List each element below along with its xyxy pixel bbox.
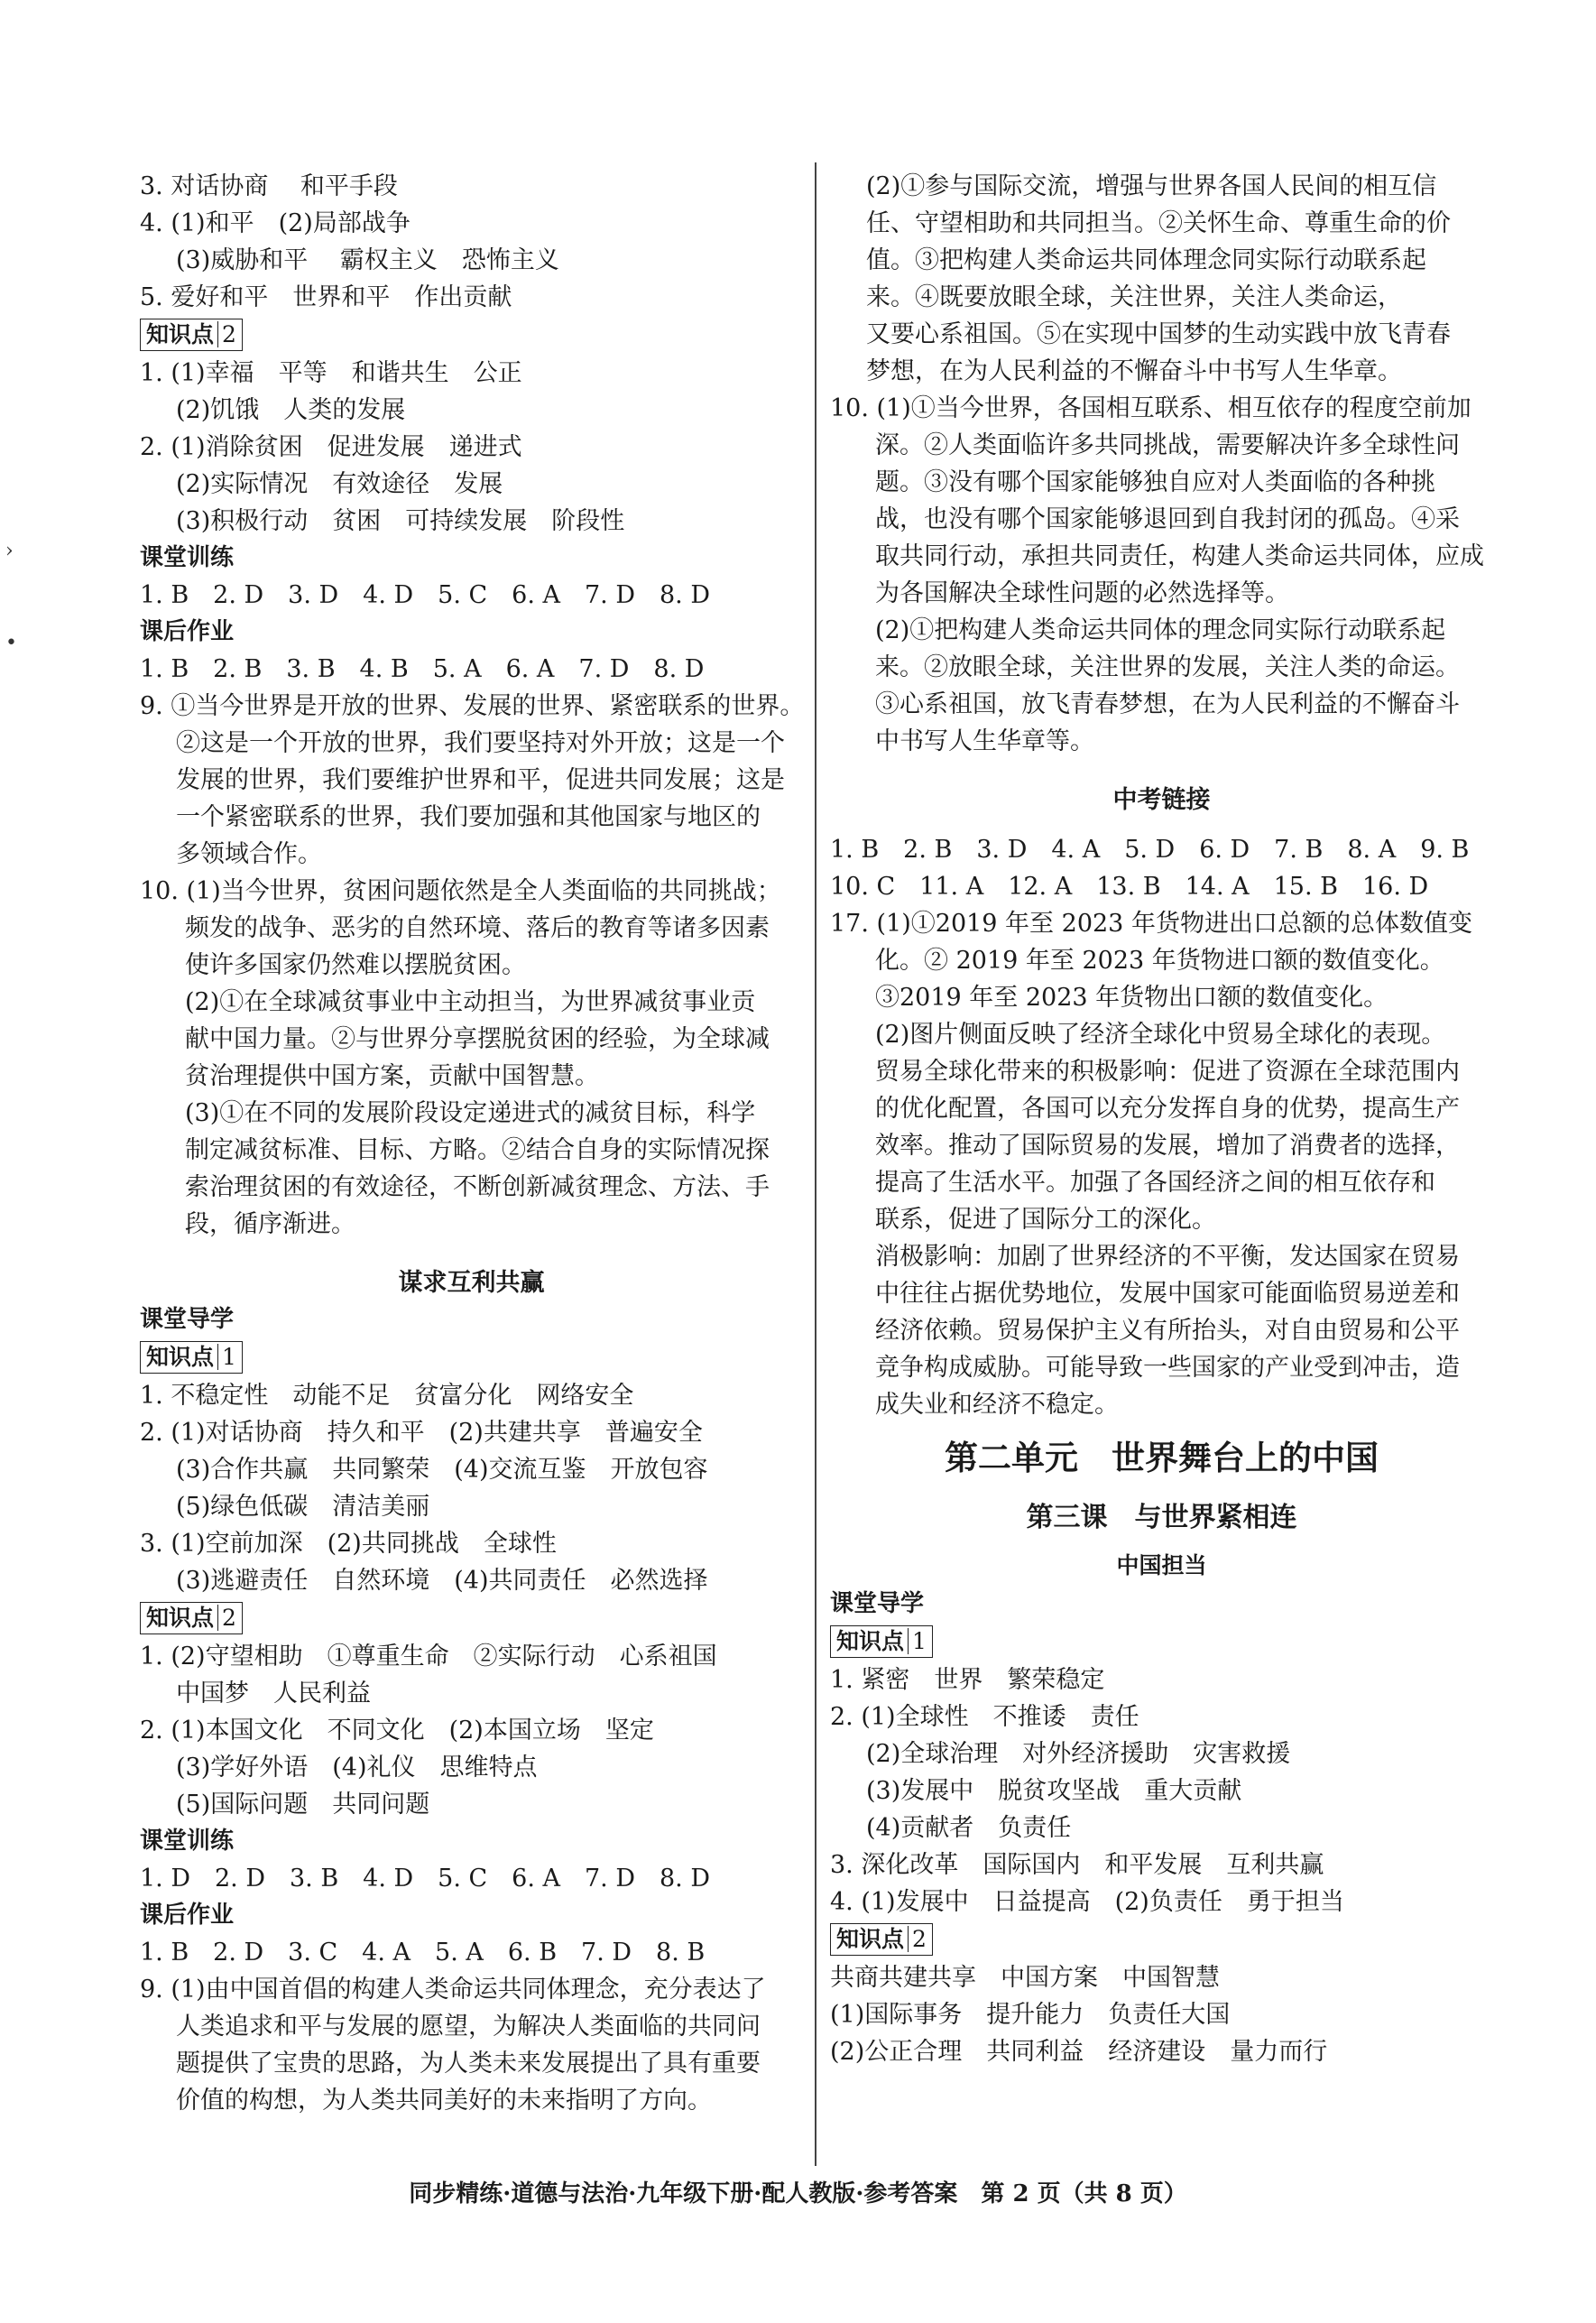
answer-line: 献中国力量。②与世界分享摆脱贫困的经验，为全球减	[185, 1025, 770, 1053]
answer-line: 提高了生活水平。加强了各国经济之间的相互依存和	[875, 1169, 1435, 1197]
answer-line: (3)威胁和平 霸权主义 恐怖主义	[176, 246, 559, 274]
answer-line: 4. (1)发展中 日益提高 (2)负责任 勇于担当	[830, 1888, 1344, 1916]
answer-line: 值。③把构建人类命运共同体理念同实际行动联系起	[866, 246, 1426, 274]
answer-line: 9. ①当今世界是开放的世界、发展的世界、紧密联系的世界。	[140, 692, 805, 720]
answer-line: 取共同行动，承担共同责任，构建人类命运共同体，应成	[875, 542, 1484, 570]
answer-line: 10. (1)①当今世界，各国相互联系、相互依存的程度空前加	[830, 394, 1471, 422]
answer-line: 的优化配置，各国可以充分发挥自身的优势，提高生产	[875, 1095, 1460, 1123]
answer-line: (3)学好外语 (4)礼仪 思维特点	[176, 1754, 538, 1782]
answer-line: (2)①参与国际交流，增强与世界各国人民间的相互信	[866, 172, 1437, 200]
answer-line: 梦想，在为人民利益的不懈奋斗中书写人生华章。	[866, 357, 1402, 385]
answer-line: 又要心系祖国。⑤在实现中国梦的生动实践中放飞青春	[866, 320, 1451, 348]
answer-line: 中书写人生华章等。	[875, 727, 1094, 755]
answer-line: 频发的战争、恶劣的自然环境、落后的教育等诸多因素	[185, 914, 770, 942]
answer-line: 题提供了宝贵的思路，为人类未来发展提出了具有重要	[176, 2050, 761, 2078]
answer-line: 消极影响：加剧了世界经济的不平衡，发达国家在贸易	[875, 1243, 1460, 1271]
answer-line: 题。③没有哪个国家能够独自应对人类面临的各种挑	[875, 468, 1435, 496]
answer-line: 1. 紧密 世界 繁荣稳定	[830, 1666, 1105, 1694]
answer-line: 2. (1)消除贫困 促进发展 递进式	[140, 433, 522, 461]
section-header: 课堂导学	[830, 1590, 925, 1617]
left-column	[140, 168, 803, 2119]
answer-line: 3. 对话协商 和平手段	[140, 172, 398, 200]
answer-line: (2)①在全球减贫事业中主动担当，为世界减贫事业贡	[185, 988, 756, 1016]
answer-line: 1. B 2. D 3. C 4. A 5. A 6. B 7. D 8. B	[140, 1939, 706, 1967]
answer-line: (2)饥饿 人类的发展	[176, 396, 406, 424]
answer-line: (2)全球治理 对外经济援助 灾害救援	[866, 1740, 1291, 1768]
answer-line: (5)国际问题 共同问题	[176, 1791, 430, 1819]
answer-line: 价值的构想，为人类共同美好的未来指明了方向。	[176, 2087, 712, 2115]
answer-line: 1. D 2. D 3. B 4. D 5. C 6. A 7. D 8. D	[140, 1865, 710, 1893]
answer-line: (2)①把构建人类命运共同体的理念同实际行动联系起	[875, 616, 1446, 644]
answer-line: 4. (1)和平 (2)局部战争	[140, 209, 411, 237]
answer-line: 2. (1)全球性 不推诿 责任	[830, 1703, 1139, 1731]
answer-line: 1. (1)幸福 平等 和谐共生 公正	[140, 359, 522, 387]
margin-mark-1: ›	[5, 540, 14, 562]
answer-line: 贫治理提供中国方案，贡献中国智慧。	[185, 1062, 599, 1090]
answer-line: 2. (1)本国文化 不同文化 (2)本国立场 坚定	[140, 1717, 654, 1745]
knowledge-point-box: 知识点 2	[830, 1920, 1493, 1959]
answer-line: 1. B 2. D 3. D 4. D 5. C 6. A 7. D 8. D	[140, 581, 710, 609]
answer-line: 成失业和经济不稳定。	[875, 1391, 1119, 1419]
answer-line: (5)绿色低碳 清洁美丽	[176, 1493, 430, 1521]
answer-line: 1. (2)守望相助 ①尊重生命 ②实际行动 心系祖国	[140, 1643, 717, 1671]
answer-line: (2)图片侧面反映了经济全球化中贸易全球化的表现。	[875, 1021, 1446, 1049]
answer-line: 一个紧密联系的世界，我们要加强和其他国家与地区的	[176, 803, 761, 831]
answer-line: 1. B 2. B 3. B 4. B 5. A 6. A 7. D 8. D	[140, 655, 705, 683]
answer-line: 联系，促进了国际分工的深化。	[875, 1206, 1216, 1234]
answer-line: (3)发展中 脱贫攻坚战 重大贡献	[866, 1777, 1242, 1805]
answer-line: 1. B 2. B 3. D 4. A 5. D 6. D 7. B 8. A 9. B	[830, 836, 1470, 864]
answer-line: 战，也没有哪个国家能够退回到自我封闭的孤岛。④采	[875, 505, 1460, 533]
answer-line: 段，循序渐进。	[185, 1210, 355, 1238]
answer-line: (1)国际事务 提升能力 负责任大国	[830, 2001, 1231, 2029]
answer-line: (3)①在不同的发展阶段设定递进式的减贫目标，科学	[185, 1099, 756, 1127]
answer-line: ③心系祖国，放飞青春梦想，在为人民利益的不懈奋斗	[875, 690, 1460, 718]
answer-line: 化。② 2019 年至 2023 年货物进口额的数值变化。	[875, 947, 1444, 975]
answer-line: 竞争构成威胁。可能导致一些国家的产业受到冲击，造	[875, 1354, 1460, 1382]
section-header: 课后作业	[140, 1902, 235, 1929]
answer-line: 17. (1)①2019 年至 2023 年货物进出口总额的总体数值变	[830, 910, 1472, 938]
section-title: 谋求互利共赢	[398, 1269, 545, 1297]
lesson-title: 第三课 与世界紧相连	[1026, 1502, 1297, 1533]
answer-line: (2)公正合理 共同利益 经济建设 量力而行	[830, 2038, 1328, 2066]
unit-title: 第二单元 世界舞台上的中国	[945, 1439, 1379, 1477]
answer-line: 中往往占据优势地位，发展中国家可能面临贸易逆差和	[875, 1280, 1460, 1308]
answer-line: 2. (1)对话协商 持久和平 (2)共建共享 普遍安全	[140, 1419, 703, 1447]
answer-line: 使许多国家仍然难以摆脱贫困。	[185, 951, 526, 979]
answer-line: 多领域合作。	[176, 840, 322, 868]
answer-line: 发展的世界，我们要维护世界和平，促进共同发展；这是	[176, 766, 785, 794]
answer-line: 人类追求和平与发展的愿望，为解决人类面临的共同问	[176, 2013, 761, 2041]
answer-line: 索治理贫困的有效途径，不断创新减贫理念、方法、手	[185, 1173, 770, 1201]
answer-line: 共商共建共享 中国方案 中国智慧	[830, 1964, 1220, 1992]
answer-line: 深。②人类面临许多共同挑战，需要解决许多全球性问	[875, 431, 1460, 459]
answer-line: (2)实际情况 有效途径 发展	[176, 470, 503, 498]
answer-line: (4)贡献者 负责任	[866, 1814, 1072, 1842]
answer-line: 3. 深化改革 国际国内 和平发展 互利共赢	[830, 1851, 1324, 1879]
column-divider	[815, 162, 816, 2166]
section-header: 课堂训练	[140, 1828, 235, 1855]
section-title: 中考链接	[1112, 786, 1211, 814]
answer-line: 为各国解决全球性问题的必然选择等。	[875, 579, 1289, 607]
answer-line: 效率。推动了国际贸易的发展，增加了消费者的选择，	[875, 1132, 1460, 1160]
answer-line: 9. (1)由中国首倡的构建人类命运共同体理念，充分表达了	[140, 1976, 766, 2004]
answer-line: 10. (1)当今世界，贫困问题依然是全人类面临的共同挑战；	[140, 877, 781, 905]
answer-line: 贸易全球化带来的积极影响：促进了资源在全球范围内	[875, 1058, 1460, 1086]
answer-line: 经济依赖。贸易保护主义有所抬头，对自由贸易和公平	[875, 1317, 1460, 1345]
answer-line: (3)逃避责任 自然环境 (4)共同责任 必然选择	[176, 1567, 708, 1595]
knowledge-point-box: 知识点 2	[140, 1599, 803, 1638]
knowledge-point-box: 知识点 2	[140, 316, 803, 355]
page-footer: 同步精练·道德与法治·九年级下册·配人教版·参考答案 第 2 页（共 8 页）	[409, 2180, 1187, 2207]
answer-line: 中国梦 人民利益	[176, 1680, 371, 1708]
section-header: 课堂训练	[140, 544, 235, 571]
knowledge-point-box: 知识点 1	[140, 1338, 803, 1377]
answer-line: 制定减贫标准、目标、方略。②结合自身的实际情况探	[185, 1136, 770, 1164]
answer-line: 来。④既要放眼全球，关注世界，关注人类命运，	[866, 283, 1402, 311]
section-header: 课堂导学	[140, 1306, 235, 1333]
answer-line: ③2019 年至 2023 年货物出口额的数值变化。	[875, 984, 1388, 1012]
answer-line: 来。②放眼全球，关注世界的发展，关注人类的命运。	[875, 653, 1460, 681]
answer-line: (3)积极行动 贫困 可持续发展 阶段性	[176, 507, 625, 535]
answer-line: 3. (1)空前加深 (2)共同挑战 全球性	[140, 1530, 557, 1558]
answer-line: 任、守望相助和共同担当。②关怀生命、尊重生命的价	[866, 209, 1451, 237]
answer-line: 5. 爱好和平 世界和平 作出贡献	[140, 283, 512, 311]
answer-line: 10. C 11. A 12. A 13. B 14. A 15. B 16. D	[830, 873, 1429, 901]
section-header: 课后作业	[140, 618, 235, 645]
answer-line: ②这是一个开放的世界，我们要坚持对外开放；这是一个	[176, 729, 785, 757]
margin-mark-2: •	[5, 632, 17, 654]
sub-title: 中国担当	[1116, 1552, 1207, 1578]
answer-line: (3)合作共赢 共同繁荣 (4)交流互鉴 开放包容	[176, 1456, 708, 1484]
knowledge-point-box: 知识点 1	[830, 1623, 1493, 1661]
right-column	[830, 168, 1493, 2070]
answer-line: 1. 不稳定性 动能不足 贫富分化 网络安全	[140, 1382, 634, 1410]
